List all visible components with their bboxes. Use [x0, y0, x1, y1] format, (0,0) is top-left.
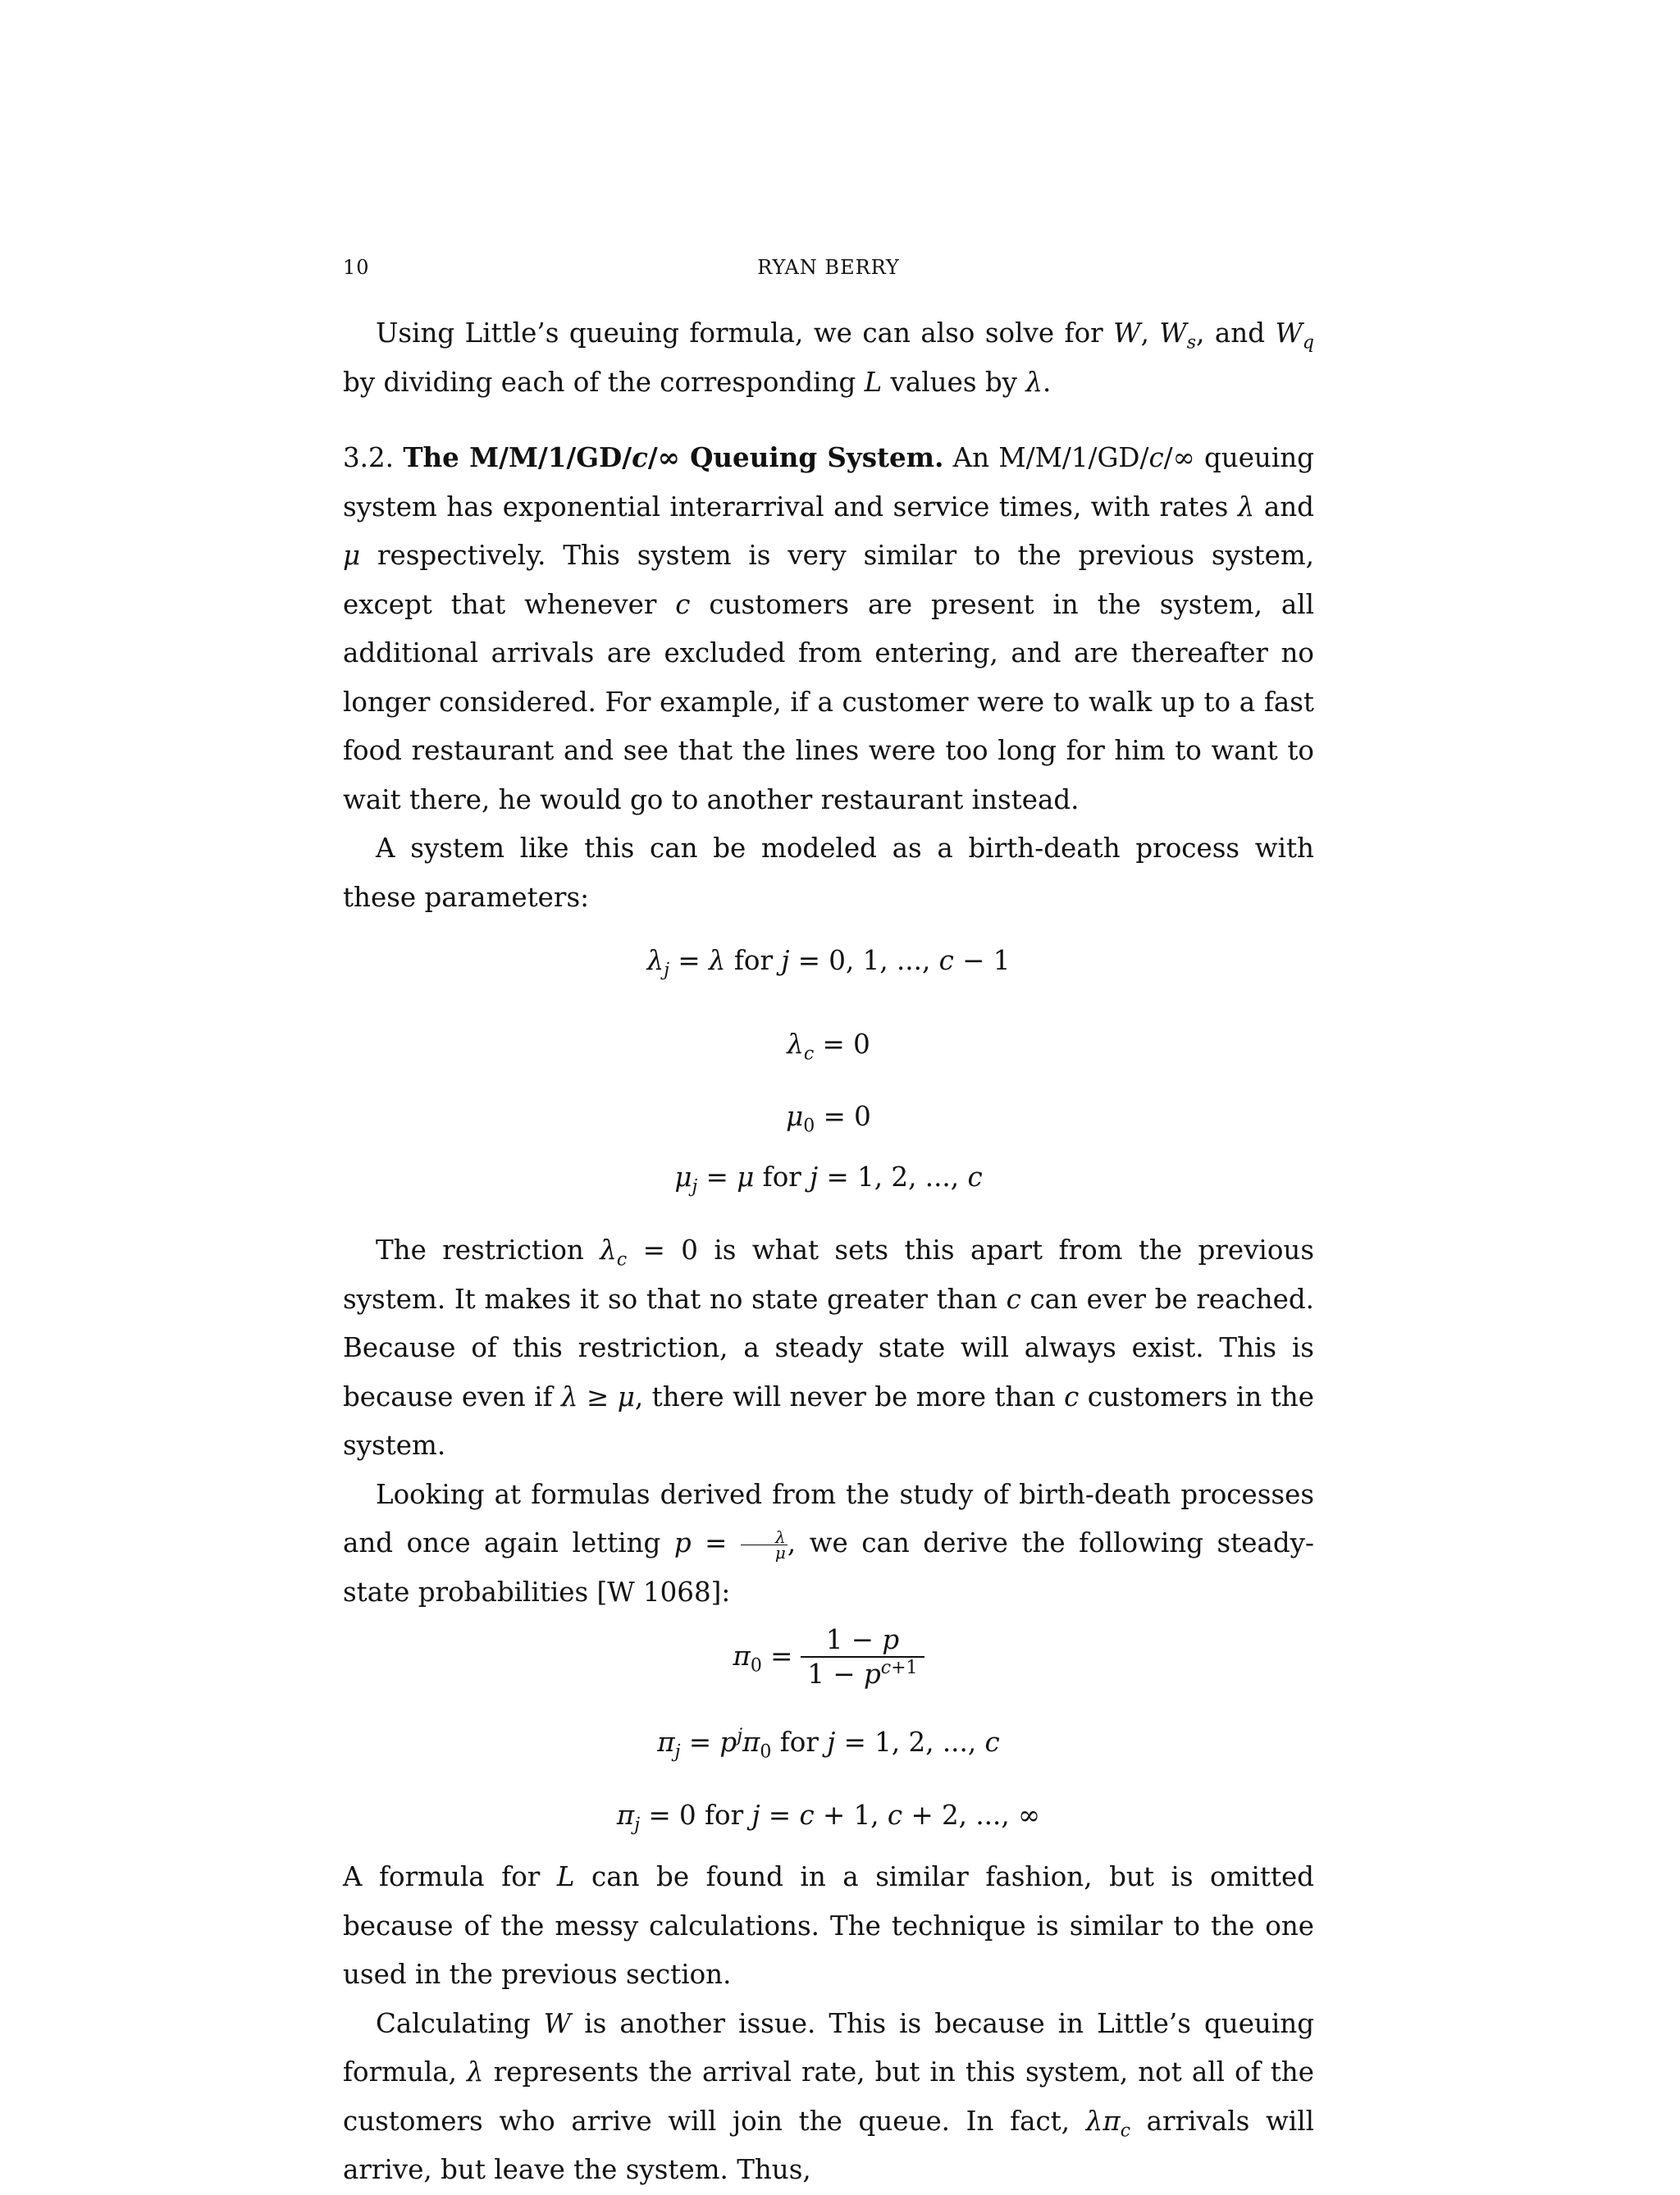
- running-head: RYAN BERRY: [757, 256, 900, 279]
- paragraph-birth-death: A system like this can be modeled as a birth-death process with these parameters:: [343, 833, 1314, 913]
- fraction-pi-0: $\frac{1 - p}{1 - p^{c+1}}$: [801, 1623, 924, 1691]
- section-title: The M/M/1/GD/c/∞ Queuing System.: [403, 441, 944, 473]
- paragraph-little-formula: Using Little’s queuing formula, we can also solve for W, $W_s$, and $W_q$ by dividing each of the corresponding L values by λ.: [343, 317, 1314, 398]
- fraction-lambda-over-mu: $\frac{\lambda}{\mu}$: [741, 1530, 788, 1560]
- paragraph-restriction: The restriction $\lambda_c = 0$ is what sets this apart from the previous system. It makes it so that no state greater than c can ever be reached. Because of this restriction, a steady state will always exist. This is because even if λ ≥ μ, there will never be more than c customers in the system.: [343, 1234, 1314, 1461]
- page-body: [343, 309, 1314, 2195]
- equation-pi-j-zero: $\pi_j = 0$ for j = c + 1, c + 2, ..., ∞: [616, 1800, 1041, 1836]
- equation-lambda-c: $\lambda_c = 0$: [787, 1029, 870, 1065]
- page-number: 10: [343, 256, 370, 279]
- equation-mu-j: $\mu_j = \mu$ for j = 1, 2, ..., c: [674, 1161, 983, 1198]
- page-header: [343, 256, 1314, 289]
- equation-pi-j: $\pi_j = p^j\pi_0$ for j = 1, 2, ..., c: [657, 1726, 1000, 1763]
- section-3-2-paragraph: 3.2. The M/M/1/GD/c/∞ Queuing System. An M/M/1/GD/c/∞ queuing system has exponential interarrival and service times, with rates λ and μ respectively. This system is very similar to the previous system, except that whenever c customers are present in the system, all additional arrivals are excluded from entering, and are thereafter no longer considered. For example, if a customer were to walk up to a fast food restaurant and see that the lines were too long for him to want to wait there, he would go to another restaurant instead.: [343, 441, 1314, 815]
- paragraph-calculating-w: Calculating W is another issue. This is because in Little’s queuing formula, λ represents the arrival rate, but in this system, not all of the customers who arrive will join the queue. In fact, $\lambda\pi_c$ arrivals will arrive, but leave the system. Thus,: [343, 2007, 1314, 2185]
- equation-lambda-j: $\lambda_j = \lambda$ for j = 0, 1, ..., c − 1: [646, 945, 1011, 981]
- equation-pi-0: $\pi_0$ = $\frac{1 - p}{1 - p^{c+1}}$: [343, 1623, 1314, 1707]
- section-number: 3.2.: [343, 442, 395, 473]
- paragraph-formula-l: A formula for L can be found in a similar fashion, but is omitted because of the messy calculations. The technique is similar to the one used in the previous section.: [343, 1861, 1314, 1990]
- paragraph-steady-state: Looking at formulas derived from the study of birth-death processes and once again letting p = $\frac{\lambda}{\mu}$ , we can derive the following steady-state probabilities [W 1068]:: [343, 1478, 1314, 1608]
- equation-mu-0: $\mu_0 = 0$: [786, 1101, 871, 1137]
